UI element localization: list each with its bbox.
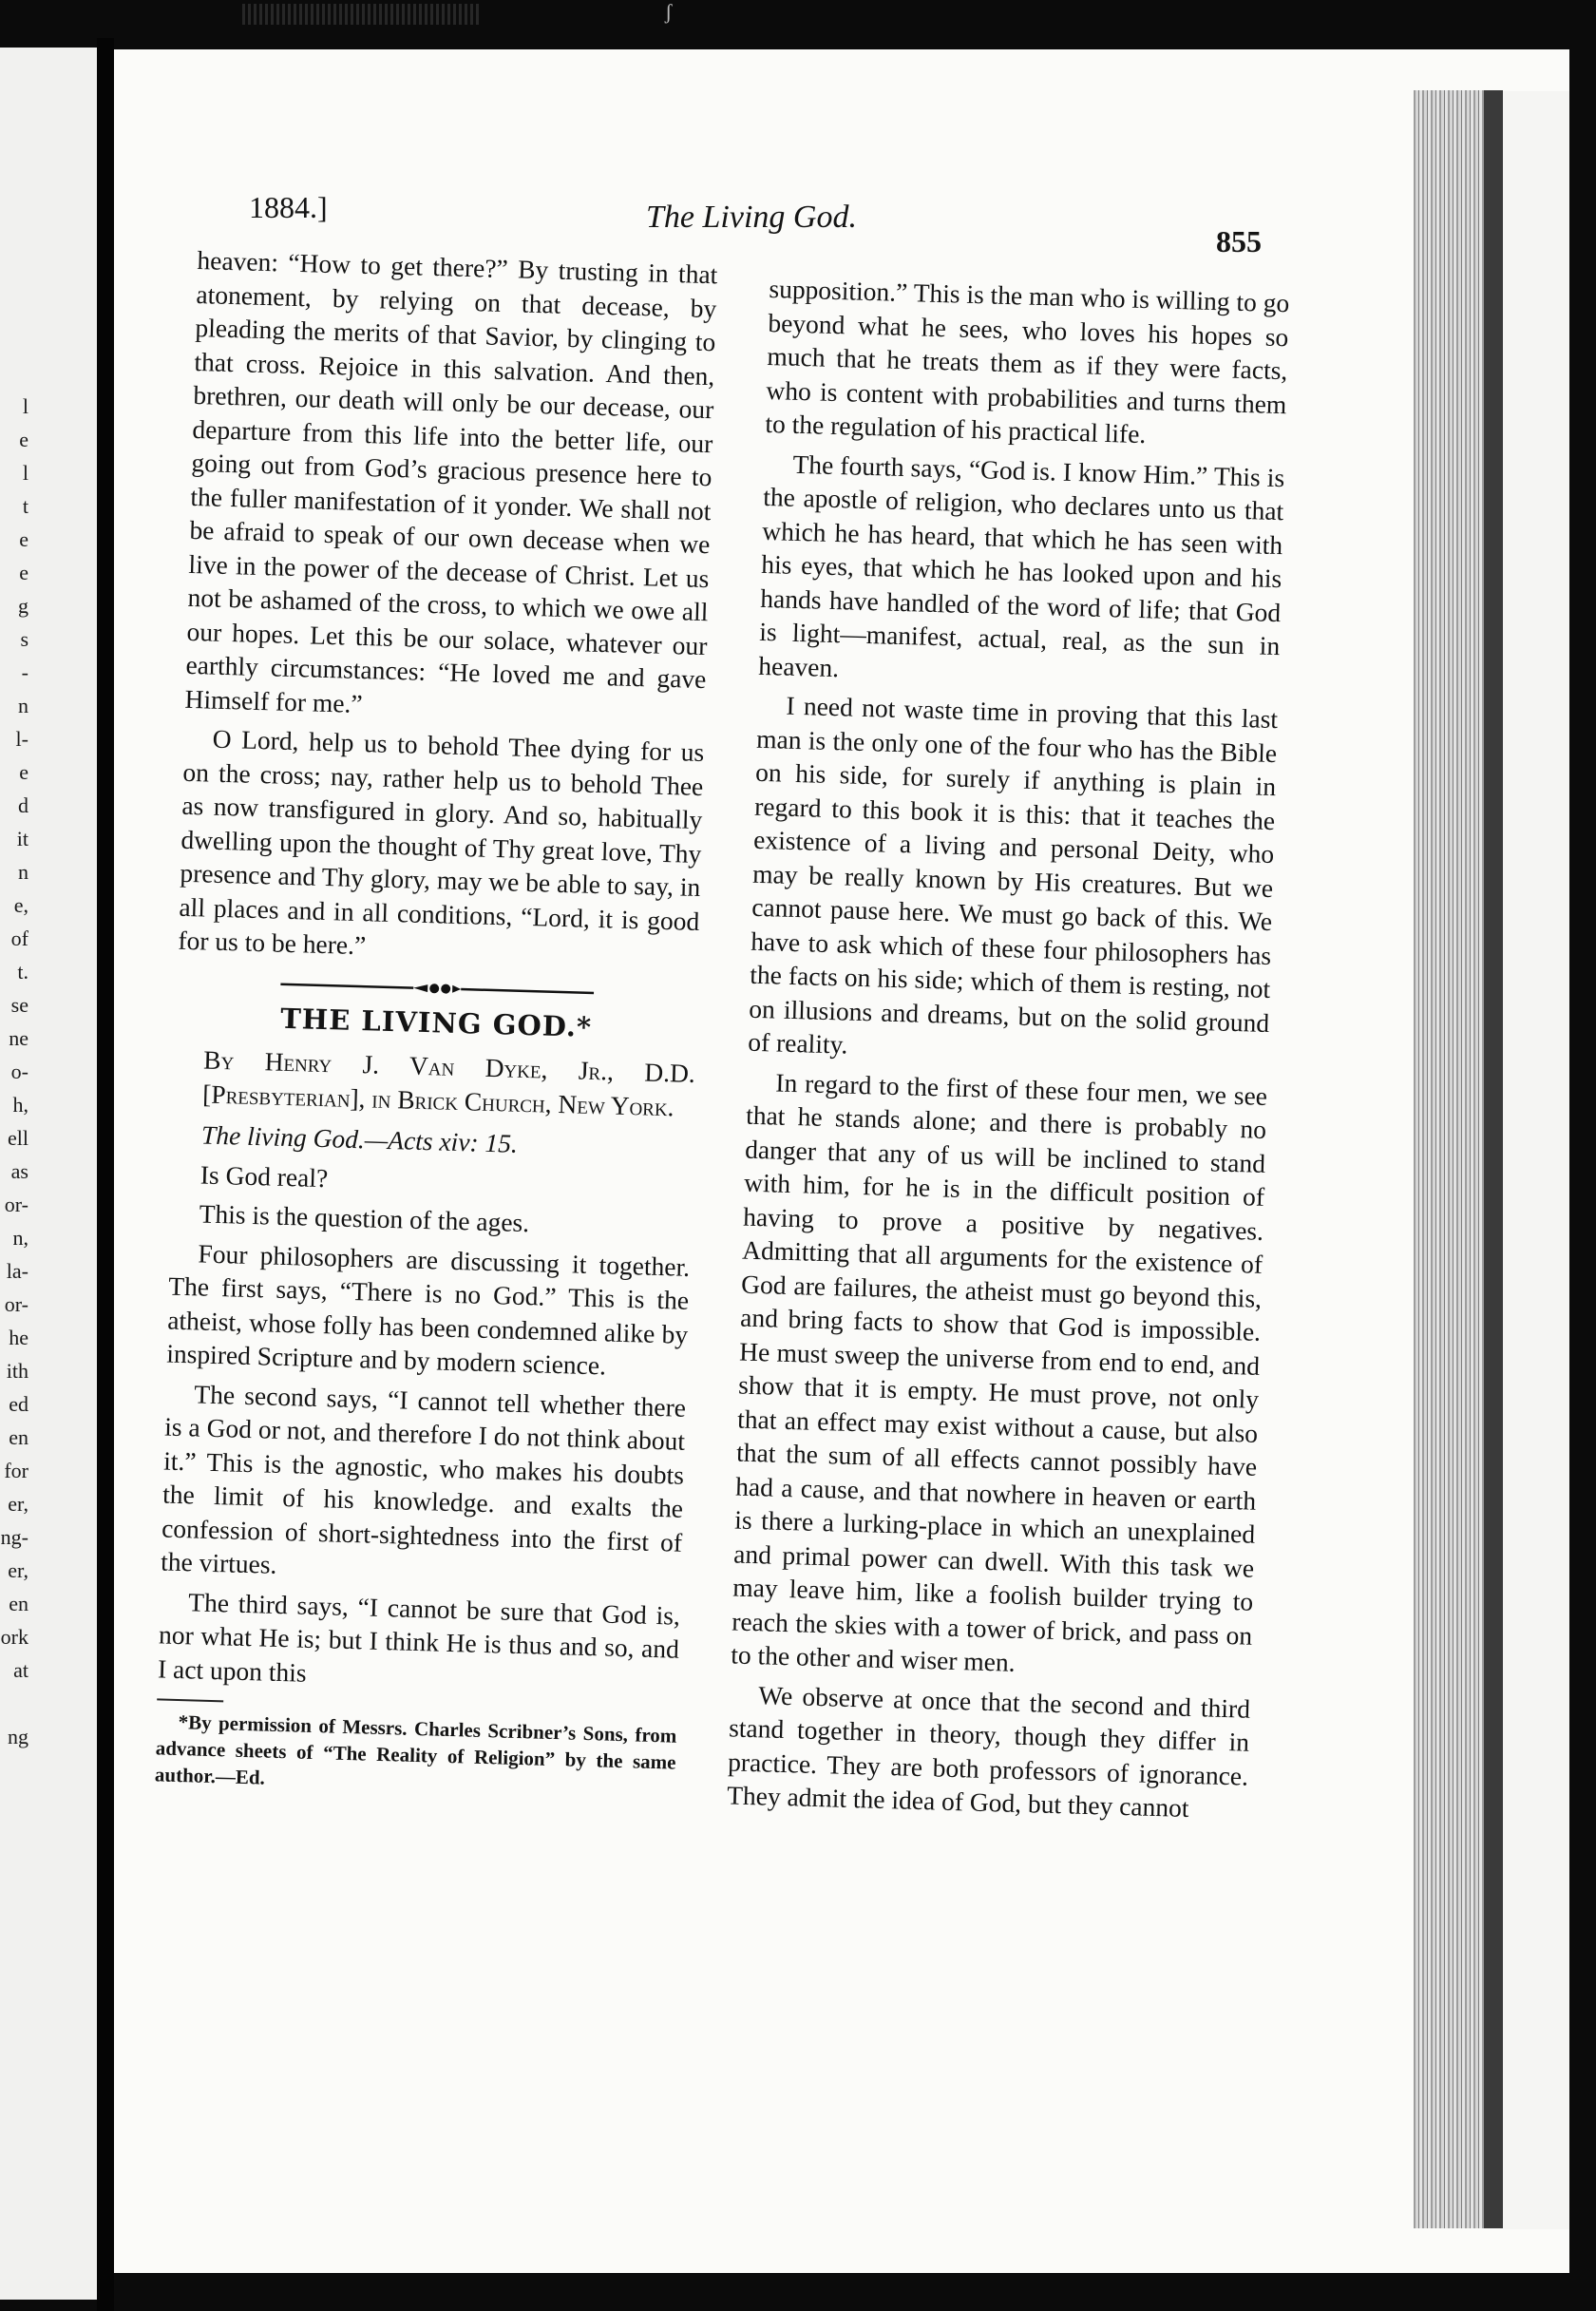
facing-page-fragment: o- <box>10 1060 28 1083</box>
facing-page-fragment: or- <box>4 1193 28 1216</box>
facing-page-text-fragments <box>0 390 28 1753</box>
facing-page-fragment: it <box>16 827 28 850</box>
facing-page-fragment: l <box>22 461 28 485</box>
page-block-shadow <box>1484 90 1503 2228</box>
paragraph: Four philosophers are discussing it together. The first says, “There is no God.” This is the atheist, whose folly has been condemned alike by inspired Scripture and by modern science. <box>165 1237 691 1381</box>
facing-page-fragment: e <box>19 527 28 551</box>
byline: By Henry J. Van Dyke, Jr., D.D. [Presbyterian], in Brick Church, New York. <box>201 1044 696 1121</box>
facing-page-fragment: at <box>13 1658 28 1682</box>
facing-page-fragment: ne <box>9 1026 28 1050</box>
facing-page-fragment: l <box>22 394 28 418</box>
running-head-title: The Living God. <box>646 200 857 235</box>
facing-page-fragment: n <box>18 694 28 717</box>
facing-page-fragment: er, <box>8 1492 28 1516</box>
facing-page-fragment: n <box>18 860 28 884</box>
facing-page-fragment: ork <box>0 1625 28 1649</box>
facing-page-fragment: ng- <box>0 1525 28 1549</box>
facing-page-fragment: e <box>19 760 28 784</box>
facing-page-fragment: as <box>10 1159 28 1183</box>
facing-page-fragment: e, <box>13 893 28 917</box>
ornament-divider-icon <box>280 975 594 1001</box>
facing-page-fragment: n, <box>12 1226 28 1250</box>
left-column <box>154 243 717 1808</box>
paragraph: The third says, “I cannot be sure that God is, nor what He is; but I think He is thus and so, and I act upon this <box>157 1586 681 1688</box>
paragraph: heaven: “How to get there?” By trusting in that atonement, by relying on that decease, by pleading the merits of that Savior, by clinging to that cross. Rejoice in this salvation. And then, brethren, our death will only be our decease, our departure from this life into the better life, our going out from God’s gracious presence here to the fuller manifestation of it yonder. We shall not be afraid to speak of our own decease when we live in the power of the decease of Christ. Let us not be ashamed of the cross, to which we owe all our hopes. Let this be our solace, whatever our earthly circumstances: “He loved me and gave Himself for me.” <box>184 244 718 718</box>
paragraph: I need not waste time in proving that this last man is the only one of the four who has the Bible on his side, for surely if anything is plain in regard to this book it is this: that it teaches the existence of a living and personal Deity, who may be really known by His creatures. But we cannot pause here. We must go back of this. We have to ask which of these four philosophers has the facts on his side; which of them is resting, not on illusions and dreams, but on the solid ground of reality. <box>747 690 1279 1060</box>
paragraph-prayer: O Lord, help us to behold Thee dying for us on the cross; nay, rather help us to behold Thee as now transfigured in glory. And so, habitually dwelling upon the thought of Thy great love, Thy presence and Thy glory, may we be able to say, in all places and in all conditions, “Lord, it is good for us to be here.” <box>178 723 705 961</box>
facing-page-fragment: t <box>22 494 28 518</box>
facing-page-fragment: - <box>21 660 28 684</box>
paragraph: Is God real? <box>200 1158 329 1193</box>
scan-mark: ʃ <box>665 0 673 24</box>
paragraph: The second says, “I cannot tell whether there is a God or not, and therefore I do not think about it.” This is the agnostic, who makes his doubts the limit of his knowledge. and exalts the confession of short-sightedness into the first of the virtues. <box>160 1378 687 1579</box>
facing-page-edge <box>0 48 97 2300</box>
footnote: *By permission of Messrs. Charles Scribner’s Sons, from advance sheets of “The Reality of Religion” by the same author.—Ed. <box>154 1710 677 1789</box>
back-cover-edge <box>1503 91 1569 2229</box>
facing-page-fragment: en <box>9 1425 28 1449</box>
facing-page-fragment: ng <box>8 1725 28 1748</box>
running-head-year: 1884.] <box>249 190 328 224</box>
page-block-edge <box>1414 90 1484 2228</box>
paragraph: supposition.” This is the man who is willing to go beyond what he sees, who loves his hopes so much that he treats them as if they were facts, who is content with probabilities and turns them to the regulation of his practical life. <box>765 273 1290 449</box>
facing-page-fragment: of <box>10 926 28 950</box>
facing-page-fragment: se <box>10 993 28 1017</box>
article-title: THE LIVING GOD.* <box>279 1002 593 1043</box>
facing-page-fragment: ed <box>9 1392 28 1416</box>
scan-header-stamp <box>242 4 480 25</box>
facing-page-fragment: la- <box>6 1259 28 1283</box>
facing-page-fragment: or- <box>4 1292 28 1316</box>
paragraph: We observe at once that the second and third stand together in theory, though they differ in practice. They are both professors of ignorance. They admit the idea of God, but they cannot <box>726 1679 1251 1823</box>
paragraph: This is the question of the ages. <box>199 1198 530 1238</box>
facing-page-fragment: er, <box>8 1558 28 1582</box>
scripture-text: The living God.—Acts xiv: 15. <box>200 1119 519 1158</box>
facing-page-fragment: l- <box>15 727 28 751</box>
facing-page-fragment: ell <box>8 1126 28 1150</box>
facing-page-fragment: s <box>20 627 28 651</box>
facing-page-fragment: e <box>19 428 28 451</box>
book-gutter <box>97 38 114 2311</box>
facing-page-fragment: g <box>18 594 28 618</box>
footnote-rule <box>157 1698 223 1702</box>
facing-page-fragment: he <box>9 1326 28 1349</box>
facing-page-fragment: en <box>9 1592 28 1615</box>
facing-page-fragment <box>0 1687 28 1720</box>
paragraph: The fourth says, “God is. I know Him.” This is the apostle of religion, who declares unto us that which he has heard, that which he has seen with his eyes, that which he has looked upon and his hands have handled of the word of life; that God is light—manifest, actual, real, as the sun in heaven. <box>758 449 1285 682</box>
facing-page-fragment: for <box>4 1459 28 1482</box>
facing-page-fragment: d <box>18 793 28 817</box>
paragraph: In regard to the first of these four men, we see that he stands alone; and there is probably no danger that any of us will be inclined to stand with him, for he is in the difficult position of having to prove a positive by negatives. Admitting that all arguments for the existence of God are failures, the atheist must go beyond this, and bring facts to show that God is impossible. He must sweep the universe from end to end, and show that it is empty. He must prove, not only that an effect may exist without a cause, but also that the sum of all effects cannot possibly have had a cause, and that nowhere in heaven or earth is there a lurking-place in which an unexplained and primal power can dwell. With this task we may leave him, like a foolish builder trying to reach the skies with a tower of brick, and pass on to the other and wiser men. <box>730 1067 1268 1677</box>
facing-page-fragment: t. <box>17 960 28 984</box>
right-column <box>727 272 1290 1832</box>
facing-page-fragment: ith <box>6 1359 28 1383</box>
page-number: 855 <box>1216 224 1262 258</box>
facing-page-fragment: e <box>19 561 28 584</box>
facing-page-fragment: h, <box>12 1093 28 1117</box>
